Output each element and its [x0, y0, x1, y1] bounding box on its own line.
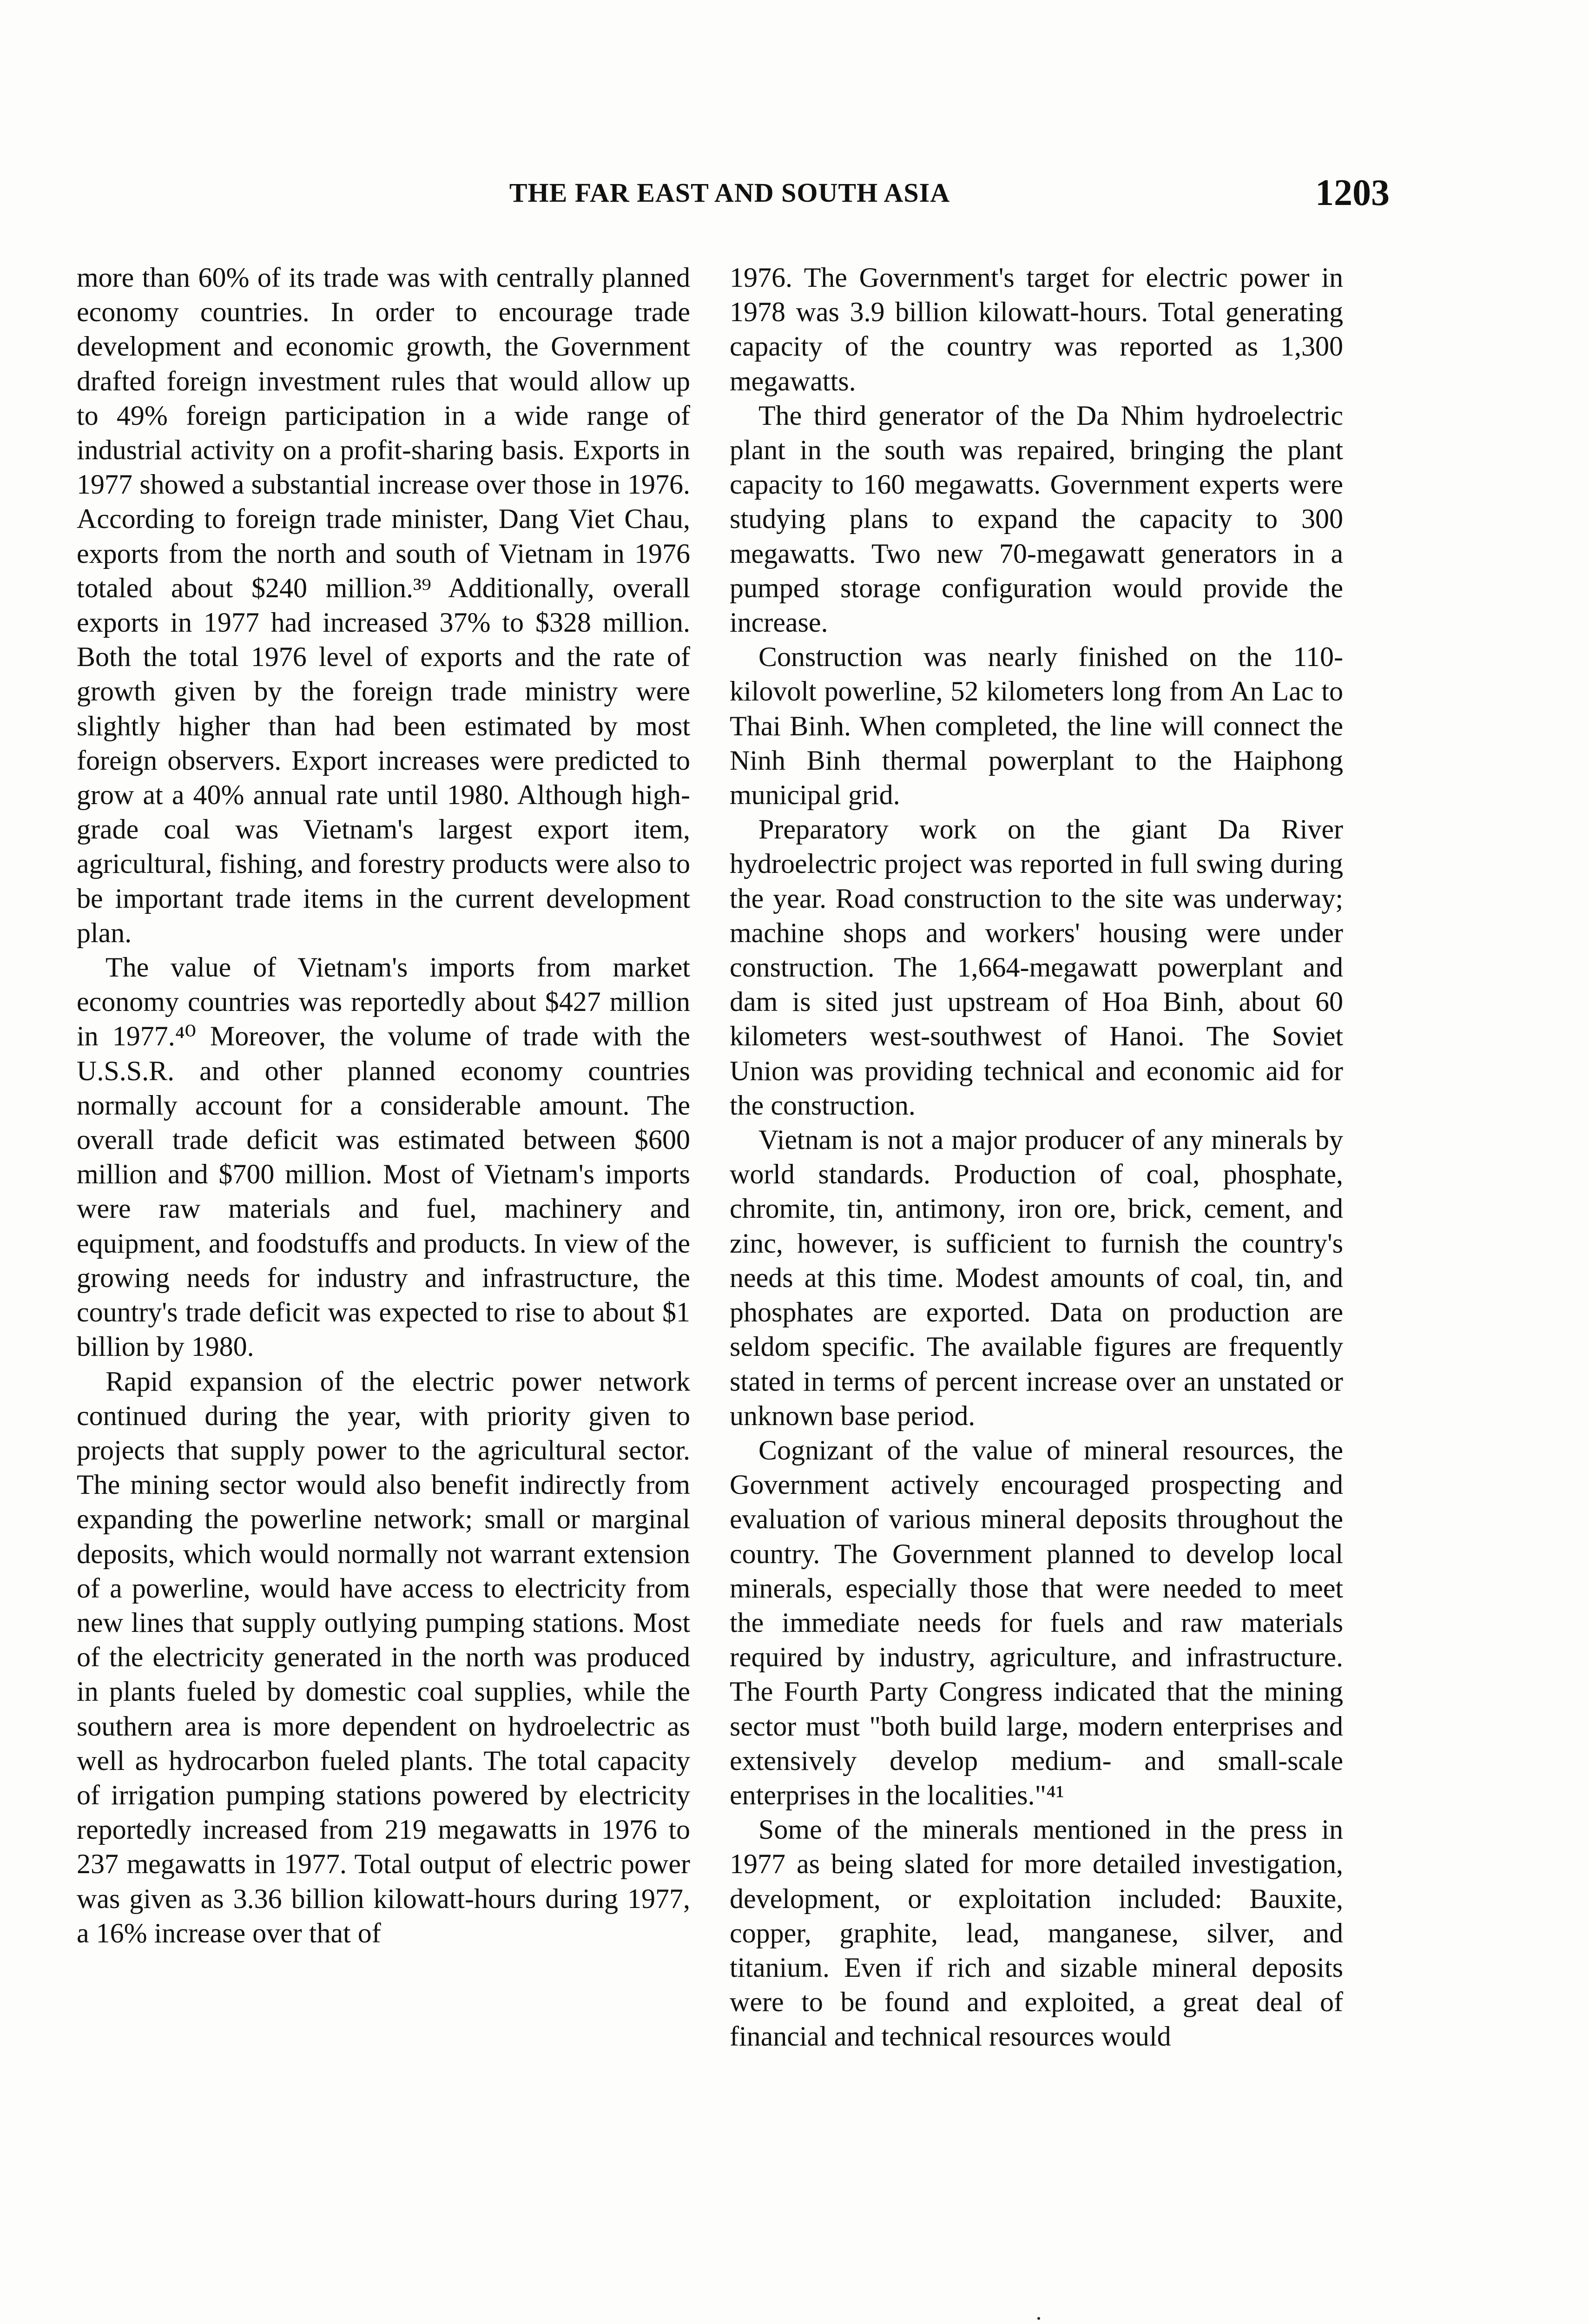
paragraph: Rapid expansion of the electric power network continued during the year, with priority given to projects that supply power to the agricultural sector. The mining sector would also benefit indirectly from expanding the powerline network; small or marginal deposits, which would normally not warrant extension of a powerline, would have access to electricity from new lines that supply outlying pumping stations. Most of the electricity generated in the north was produced in plants fueled by domestic coal supplies, while the southern area is more dependent on hydroelectric as well as hydrocarbon fueled plants. The total capacity of irrigation pumping stations powered by electricity reportedly increased from 219 megawatts in 1976 to 237 megawatts in 1977. Total output of electric power was given as 3.36 billion kilowatt-hours during 1977, a 16% increase over that of: [77, 1366, 690, 1948]
paragraph: Preparatory work on the giant Da River hydroelectric project was reported in full swing during the year. Road construction to the site was underway; machine shops and workers' housing were under construction. The 1,664-megawatt powerplant and dam is sited just upstream of Hoa Binh, about 60 kilometers west-southwest of Hanoi. The Soviet Union was providing technical and economic aid for the construction.: [730, 814, 1343, 1121]
paragraph: Some of the minerals mentioned in the press in 1977 as being slated for more detailed investigation, development, or exploitation included: Bauxite, copper, graphite, lead, manganese, silver, and titanium. Even if rich and sizable mineral deposits were to be found and exploited, a great deal of financial and technical resources would: [730, 1814, 1343, 2052]
left-column: [77, 260, 690, 2324]
paragraph: The third generator of the Da Nhim hydroelectric plant in the south was repaired, bringing the plant capacity to 160 megawatts. Government experts were studying plans to expand the capacity to 300 megawatts. Two new 70-megawatt generators in a pumped storage configuration would provide the increase.: [730, 400, 1343, 638]
scan-speck: [1037, 2317, 1040, 2320]
paragraph: The value of Vietnam's imports from market economy countries was reportedly about $427 million in 1977.⁴⁰ Moreover, the volume of trade with the U.S.S.R. and other planned economy countries normally account for a considerable amount. The overall trade deficit was estimated between $600 million and $700 million. Most of Vietnam's imports were raw materials and fuel, machinery and equipment, and foodstuffs and products. In view of the growing needs for industry and infrastructure, the country's trade deficit was expected to rise to about $1 billion by 1980.: [77, 952, 690, 1362]
paragraph: Vietnam is not a major producer of any minerals by world standards. Production of coal, phosphate, chromite, tin, antimony, iron ore, brick, cement, and zinc, however, is sufficient to furnish the country's needs at this time. Modest amounts of coal, tin, and phosphates are exported. Data on production are seldom specific. The available figures are frequently stated in terms of percent increase over an unstated or unknown base period.: [730, 1124, 1343, 1431]
right-column: [730, 260, 1343, 2324]
paragraph: Construction was nearly finished on the 110-kilovolt powerline, 52 kilometers long from An Lac to Thai Binh. When completed, the line will connect the Ninh Binh thermal powerplant to the Haiphong municipal grid.: [730, 641, 1343, 811]
paragraph: more than 60% of its trade was with centrally planned economy countries. In order to encourage trade development and economic growth, the Government drafted foreign investment rules that would allow up to 49% foreign participation in a wide range of industrial activity on a profit-sharing basis. Exports in 1977 showed a substantial increase over those in 1976. According to foreign trade minister, Dang Viet Chau, exports from the north and south of Vietnam in 1976 totaled about $240 million.³⁹ Additionally, overall exports in 1977 had increased 37% to $328 million. Both the total 1976 level of exports and the rate of growth given by the foreign trade ministry were slightly higher than had been estimated by most foreign observers. Export increases were predicted to grow at a 40% annual rate until 1980. Although high-grade coal was Vietnam's largest export item, agricultural, fishing, and forestry products were also to be important trade items in the current development plan.: [77, 262, 690, 948]
running-title: THE FAR EAST AND SOUTH ASIA: [509, 178, 950, 208]
page-number: 1203: [1315, 172, 1390, 213]
paragraph: Cognizant of the value of mineral resources, the Government actively encouraged prospecting and evaluation of various mineral deposits throughout the country. The Government planned to develop local minerals, especially those that were needed to meet the immediate needs for fuels and raw materials required by industry, agriculture, and infrastructure. The Fourth Party Congress indicated that the mining sector must "both build large, modern enterprises and extensively develop medium- and small-scale enterprises in the localities."⁴¹: [730, 1434, 1343, 1810]
paragraph: 1976. The Government's target for electric power in 1978 was 3.9 billion kilowatt-hours. Total generating capacity of the country was reported as 1,300 megawatts.: [730, 262, 1343, 396]
